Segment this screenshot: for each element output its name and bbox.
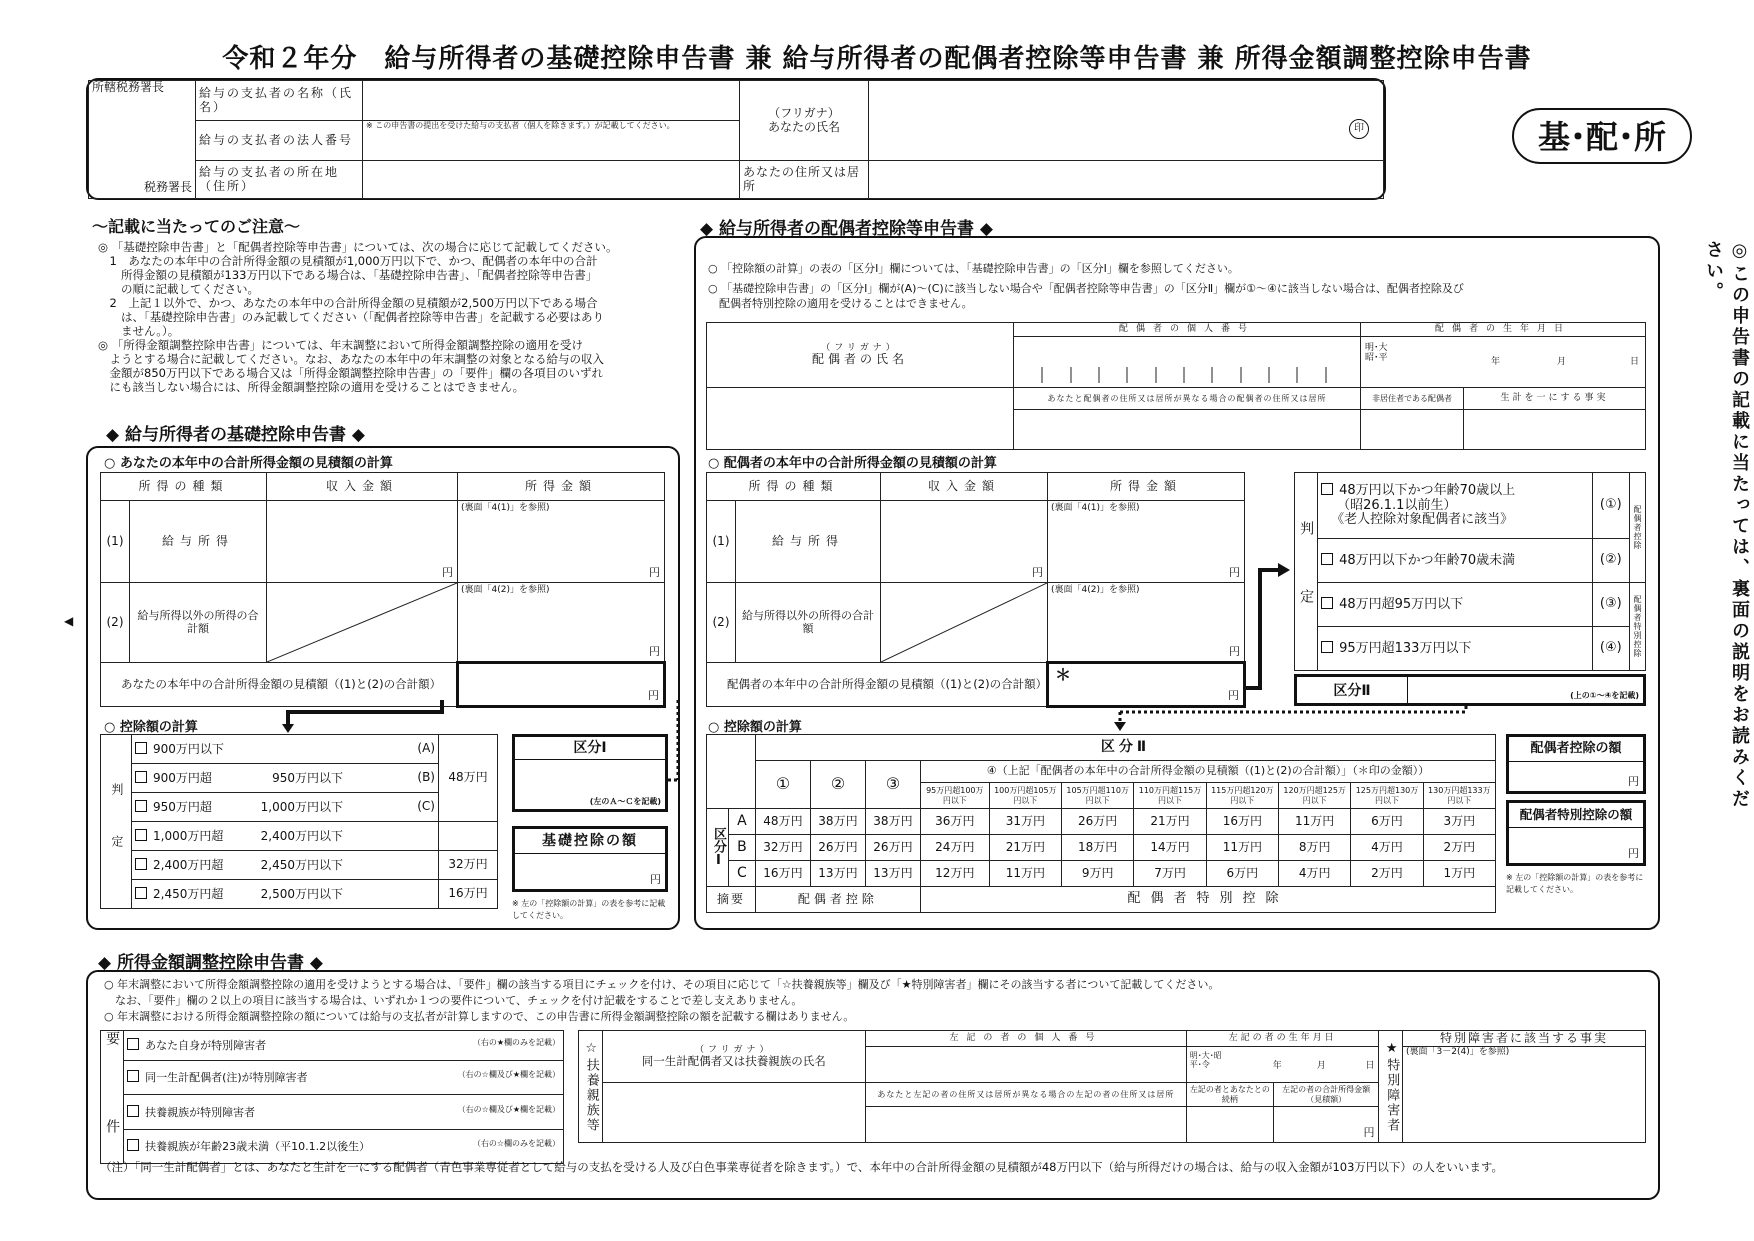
page-title: 令和２年分 給与所得者の基礎控除申告書 兼 給与所得者の配偶者控除等申告書 兼 所得金額調整控除申告書: [222, 44, 1532, 74]
spouse-row2-income: [881, 583, 1048, 663]
judge-row[interactable]: 950万円超 1,000万円以下 (C): [132, 793, 439, 822]
dependent-birth-label: 左記の者の生年月日: [1186, 1031, 1379, 1047]
judge-item-4[interactable]: 95万円超133万円以下: [1318, 627, 1593, 671]
yen-label: 円: [1628, 847, 1639, 860]
total-amount[interactable]: [458, 663, 665, 707]
basic-heading: ◆ 給与所得者の基礎控除申告書 ◆: [106, 425, 365, 445]
grid-cell: 3万円: [1423, 809, 1495, 835]
judge-row[interactable]: 2,450万円超 2,500万円以下: [132, 880, 439, 909]
tax-office-head: 所轄税務署長: [92, 80, 165, 94]
day-label: 日: [1365, 1061, 1375, 1071]
dependent-table: [578, 1030, 1646, 1143]
year-label: 年: [1272, 1061, 1282, 1071]
range-head: 100万円超105万円以下: [989, 783, 1061, 809]
yen-label: 円: [1628, 775, 1639, 788]
col4-head: ④（上記「配偶者の本年中の合計所得金額の見積額（(1)と(2)の合計額）」（＊印の金額））: [920, 761, 1495, 783]
row2-income: [267, 583, 458, 663]
grid-cell: 21万円: [989, 835, 1061, 861]
yen-label: 円: [1228, 689, 1239, 703]
dependent-name-label: 同一生計配偶者又は扶養親族の氏名: [641, 1054, 826, 1069]
note-line: ◎ 「所得金額調整控除申告書」については、年末調整において所得金額調整控除の適用を受け: [98, 338, 583, 352]
spouse-row1-income[interactable]: [881, 501, 1048, 583]
summary-label: 摘要: [707, 887, 756, 913]
judge-no: (④): [1592, 627, 1629, 671]
grid-cell: 14万円: [1134, 835, 1206, 861]
range-head: 110万円超115万円以下: [1134, 783, 1206, 809]
row2-label: 給与所得以外の所得の合計額: [130, 583, 267, 663]
spouse-birth-field[interactable]: [1361, 337, 1646, 388]
grid-cell: 4万円: [1279, 861, 1351, 887]
col-income: 収入金額: [881, 473, 1048, 501]
judge-row[interactable]: 900万円超 950万円以下 (B): [132, 764, 439, 793]
row-key: A: [728, 809, 755, 835]
judge-item-2[interactable]: 48万円以下かつ年齢70歳未満: [1318, 539, 1593, 583]
spouse-judge-table: [1294, 472, 1646, 671]
spouse-special-box[interactable]: [1506, 800, 1646, 866]
yen-label: 円: [1229, 566, 1240, 580]
spouse-note3: 配偶者特別控除の適用を受けることはできません。: [708, 297, 973, 310]
arrow-right-icon: [1244, 560, 1294, 700]
adjust-furigana: （フリガナ）: [694, 1044, 773, 1055]
kubun2-box[interactable]: [1294, 674, 1646, 706]
req-row[interactable]: 同一生計配偶者(注)が特別障害者 （右の☆欄及び★欄を記載）: [124, 1060, 564, 1094]
col-head: ②: [810, 761, 865, 809]
req-row[interactable]: 扶養親族が年齢23歳未満（平10.1.2以後生） （右の☆欄のみを記載）: [124, 1129, 564, 1163]
grid-cell: 32万円: [755, 835, 810, 861]
nonresident-label: 非居住者である配偶者: [1361, 387, 1464, 409]
adjust-heading: ◆ 所得金額調整控除申告書 ◆: [98, 953, 323, 973]
judge-item-3[interactable]: 48万円超95万円以下: [1318, 583, 1593, 627]
grid-cell: 38万円: [810, 809, 865, 835]
note-line: 2 上記１以外で、かつ、あなたの本年中の合計所得金額の見積額が2,500万円以下である場合: [98, 296, 598, 310]
col-type: 所得の種類: [101, 473, 267, 501]
nonresident-field[interactable]: [1361, 409, 1464, 449]
spouse-birth-label: 配偶者の生年月日: [1361, 323, 1646, 337]
spouse-calc-heading: ○ 配偶者の本年中の合計所得金額の見積額の計算: [708, 456, 997, 471]
spouse-address-field[interactable]: [1014, 409, 1361, 449]
table-row: [707, 835, 1496, 861]
judge-no: (②): [1592, 539, 1629, 583]
note-line: 金額が850万円以下である場合又は「所得金額調整控除申告書」の「要件」欄の各項目のいずれ: [98, 366, 603, 380]
yen-label: 円: [648, 689, 659, 703]
row1-label: 給与所得: [130, 501, 267, 583]
spouse-name-label: 配偶者の氏名: [811, 352, 908, 367]
payer-address-field[interactable]: [363, 161, 740, 199]
yen-label: 円: [442, 566, 453, 580]
spouse-name-field[interactable]: [707, 387, 1014, 449]
payer-number-label: 給与の支払者の法人番号: [196, 121, 363, 161]
col-income: 収入金額: [267, 473, 458, 501]
furigana-label: （フリガナ）: [768, 105, 840, 120]
tokubetsu-label: ★特別障害者: [1379, 1031, 1403, 1143]
grid-cell: 6万円: [1351, 809, 1423, 835]
dependent-mynumber-label: 左記の者の個人番号: [865, 1031, 1186, 1047]
judge-no: (①): [1592, 473, 1629, 539]
grid-cell: 11万円: [1206, 835, 1278, 861]
req-row[interactable]: 扶養親族が特別障害者 （右の☆欄及び★欄を記載）: [124, 1095, 564, 1129]
checkbox[interactable]: [1321, 597, 1333, 609]
row2-label: 給与所得以外の所得の合計額: [736, 583, 881, 663]
ref-note: (裏面「4(2)」を参照): [461, 585, 550, 595]
grid-cell: 12万円: [920, 861, 989, 887]
month-label: 月: [1557, 357, 1567, 367]
yen-label: 円: [1032, 566, 1043, 580]
grid-cell: 38万円: [865, 809, 920, 835]
livelihood-label: 生計を一にする事実: [1464, 387, 1646, 409]
checkbox[interactable]: [135, 771, 147, 783]
notes-block: [98, 240, 688, 394]
your-address-label: あなたの住所又は居所: [740, 161, 869, 199]
grid-cell: 21万円: [1134, 809, 1206, 835]
your-address-field[interactable]: [869, 161, 1384, 199]
basic-calc-table: [100, 472, 666, 708]
dependent-inc-label: 左記の者の合計所得金額（見積額）: [1273, 1083, 1379, 1107]
checkbox[interactable]: [135, 742, 147, 754]
arrow-down-icon: [280, 700, 450, 734]
amount-48: 48万円: [439, 735, 498, 822]
digit-separators: [1014, 337, 1354, 383]
spouse-row1-amount[interactable]: [1048, 501, 1245, 583]
total-label: あなたの本年中の合計所得金額の見積額（(1)と(2)の合計額）: [101, 663, 458, 707]
basic-amount-box[interactable]: [512, 826, 668, 892]
ref-note: (裏面「4(1)」を参照): [461, 503, 550, 513]
range-head: 115万円超120万円以下: [1206, 783, 1278, 809]
star-mark: ＊: [1055, 665, 1072, 684]
left-marker-icon: ◀: [64, 614, 74, 628]
note-line: 所得金額の見積額が133万円以下である場合は、「基礎控除申告書」、「配偶者控除等申告書」: [98, 268, 598, 282]
kubun1-note: (左のＡ～Ｃを記載): [589, 797, 661, 806]
spouse-total-label: 配偶者の本年中の合計所得金額の見積額（(1)と(2)の合計額）: [707, 663, 1048, 707]
judge-label: 判 定: [101, 735, 132, 909]
req-row[interactable]: あなた自身が特別障害者 （右の★欄のみを記載）: [124, 1031, 564, 1061]
table-row: [707, 809, 1496, 835]
grid-cell: 11万円: [989, 861, 1061, 887]
header-table: [88, 80, 1384, 199]
grid-cell: 13万円: [810, 861, 865, 887]
spouse-deduct-table: [706, 734, 1496, 913]
checkbox[interactable]: [127, 1139, 139, 1151]
dependent-addr-field[interactable]: [865, 1107, 1186, 1143]
checkbox[interactable]: [135, 887, 147, 899]
yen-label: 円: [1229, 645, 1240, 659]
range-head: 95万円超100万円以下: [920, 783, 989, 809]
grid-cell: 2万円: [1351, 861, 1423, 887]
basic-deduct-table: [100, 734, 498, 909]
spouse-deduct-heading: ○ 控除額の計算: [708, 720, 802, 735]
month-label: 月: [1316, 1061, 1326, 1071]
judge-label: 判 定: [1295, 473, 1318, 671]
checkbox[interactable]: [135, 829, 147, 841]
basic-note: ※ 左の「控除額の計算」の表を参考に記載してください。: [512, 899, 666, 920]
tokubetsu-fact-label: 特別障害者に該当する事実: [1403, 1031, 1646, 1047]
requirement-table: [100, 1030, 564, 1164]
adjust-note1: ○ 年末調整において所得金額調整控除の適用を受けようとする場合は、「要件」欄の該当する項目にチェックを付け、その項目に応じて「☆扶養親族等」欄及び「★特別障害者」欄にその該当する者について記載してください。: [104, 978, 1220, 991]
checkbox[interactable]: [127, 1070, 139, 1082]
livelihood-field[interactable]: [1464, 409, 1646, 449]
grid-cell: 6万円: [1206, 861, 1278, 887]
row2-no: (2): [101, 583, 130, 663]
tokubetsu-ref: (裏面「3－2(4)」を参照): [1406, 1047, 1510, 1057]
note-line: ません。）。: [98, 324, 180, 338]
spouse-row2-amount[interactable]: [1048, 583, 1245, 663]
kubun2-top: 区分Ⅱ: [755, 735, 1495, 761]
row1-no: (1): [101, 501, 130, 583]
spouse-special-label: 配偶者特別控除の額: [1509, 803, 1643, 828]
payer-address-label: 給与の支払者の所在地（住所）: [196, 161, 363, 199]
yoken-label: 要 件: [101, 1031, 124, 1164]
payer-number-field[interactable]: [363, 121, 740, 161]
spouse-mynumber-label: 配偶者の個人番号: [1014, 323, 1361, 337]
kubun1-vertical: 区分Ⅰ: [707, 809, 729, 887]
basic-calc-heading: ○ あなたの本年中の合計所得金額の見積額の計算: [104, 456, 393, 471]
note-line: ◎ 「基礎控除申告書」と「配偶者控除等申告書」については、次の場合に応じて記載してください。: [98, 240, 618, 254]
diagonal-line: [881, 583, 1047, 662]
side-label-1: 配偶者控除: [1629, 473, 1645, 583]
spouse-deduct-label: 配偶者控除の額: [1509, 737, 1643, 762]
checkbox[interactable]: [1321, 641, 1333, 653]
dependent-rel-field[interactable]: [1186, 1107, 1273, 1143]
grid-cell: 18万円: [1062, 835, 1134, 861]
grid-cell: 31万円: [989, 809, 1061, 835]
grid-cell: 26万円: [865, 835, 920, 861]
payer-name-field[interactable]: [363, 81, 740, 121]
grid-cell: 48万円: [755, 809, 810, 835]
grid-cell: 24万円: [920, 835, 989, 861]
grid-cell: 36万円: [920, 809, 989, 835]
note-line: 1 あなたの本年中の合計所得金額の見積額が1,000万円以下で、かつ、配偶者の本年中の合計: [98, 254, 598, 268]
spouse-note1: ○ 「控除額の計算」の表の「区分Ⅰ」欄については、「基礎控除申告書」の「区分Ⅰ」欄を参照してください。: [708, 262, 1239, 275]
note-line: ようとする場合に記載してください。なお、あなたの本年中の年末調整の対象となる給与の収入: [98, 352, 604, 366]
spouse-heading: ◆ 給与所得者の配偶者控除等申告書 ◆: [700, 219, 993, 239]
checkbox[interactable]: [135, 800, 147, 812]
col-amount: 所得金額: [1048, 473, 1245, 501]
row2-no: (2): [707, 583, 736, 663]
day-label: 日: [1629, 357, 1639, 367]
grid-cell: 16万円: [755, 861, 810, 887]
range-head: 130万円超133万円以下: [1423, 783, 1495, 809]
row1-label: 給与所得: [736, 501, 881, 583]
kubun2-note: (上の①～④を記載): [1570, 691, 1639, 700]
spouse-note2: ○ 「基礎控除申告書」の「区分Ⅰ」欄が(A)～(C)に該当しない場合や「配偶者控除等申告書」の「区分Ⅱ」欄が①～④に該当しない場合は、配偶者控除及び: [708, 282, 1464, 295]
payer-name-label: 給与の支払者の名称（氏名）: [196, 81, 363, 121]
basic-deduct-heading: ○ 控除額の計算: [104, 720, 198, 735]
judge-row[interactable]: 1,000万円超 2,400万円以下: [132, 822, 439, 851]
range-head: 105万円超110万円以下: [1062, 783, 1134, 809]
grid-cell: 11万円: [1279, 809, 1351, 835]
checkbox[interactable]: [135, 858, 147, 870]
checkbox[interactable]: [127, 1105, 139, 1117]
ref-note: (裏面「4(1)」を参照): [1051, 503, 1140, 513]
adjust-footnote: （注）「同一生計配偶者」とは、あなたと生計を一にする配偶者（青色事業専従者として給与の支払を受ける人及び白色事業専従者を除きます。）で、本年中の合計所得金額の見積額が48万円以下（給与所得だけの場合は、給与の収入金額が103万円以下）の人をいいます。: [100, 1160, 1503, 1174]
amount-16: 16万円: [439, 880, 498, 909]
dependent-addr-label: あなたと左記の者の住所又は居所が異なる場合の左記の者の住所又は居所: [865, 1083, 1186, 1107]
grid-cell: 16万円: [1206, 809, 1278, 835]
judge-row[interactable]: 2,400万円超 2,450万円以下: [132, 851, 439, 880]
your-name-field[interactable]: [869, 81, 1384, 161]
spouse-address-label: あなたと配偶者の住所又は居所が異なる場合の配偶者の住所又は居所: [1014, 387, 1361, 409]
adjust-note2: なお、「要件」欄の２以上の項目に該当する場合は、いずれか１つの要件について、チェックを付け記載をすることで差し支えありません。: [104, 994, 803, 1007]
ref-note: (裏面「4(2)」を参照): [1051, 585, 1140, 595]
judge-row[interactable]: 900万円以下 (A): [132, 735, 439, 764]
year-label: 年: [1491, 357, 1501, 367]
col-amount: 所得金額: [458, 473, 665, 501]
your-name-label: あなたの氏名: [767, 119, 840, 134]
row1-amount[interactable]: [458, 501, 665, 583]
dependent-mynumber-field[interactable]: [865, 1047, 1186, 1083]
row2-amount[interactable]: [458, 583, 665, 663]
dotted-arrow-icon: [1110, 704, 1470, 734]
grid-cell: 7万円: [1134, 861, 1206, 887]
checkbox[interactable]: [1321, 553, 1333, 565]
payer-number-note: ※ この申告書の提出を受けた給与の支払者（個人を除きます。）が記載してください。: [366, 121, 675, 130]
era-label: 明･大･昭 平･令: [1189, 1051, 1222, 1070]
amount-32: 32万円: [439, 851, 498, 880]
row-key: B: [728, 835, 755, 861]
spouse-calc-table: [706, 472, 1246, 708]
note-line: の順に記載してください。: [98, 282, 259, 296]
row-key: C: [728, 861, 755, 887]
table-row: [707, 861, 1496, 887]
grid-cell: 1万円: [1423, 861, 1495, 887]
tax-office-tail: 税務署長: [143, 180, 192, 195]
grid-cell: 8万円: [1279, 835, 1351, 861]
side-instruction: ◎この申告書の記載に当たっては、裏面の説明をお読みください。: [1703, 240, 1750, 810]
kubun2-label: 区分Ⅱ: [1297, 677, 1408, 705]
yen-label: 円: [1363, 1126, 1375, 1140]
kubun1-box[interactable]: [512, 734, 668, 812]
era-label: 明･大 昭･平: [1365, 343, 1388, 364]
row1-income[interactable]: [267, 501, 458, 583]
fuyo-label: ☆扶養親族等: [579, 1031, 603, 1143]
yen-label: 円: [650, 873, 661, 886]
spouse-deduct-box[interactable]: [1506, 734, 1646, 794]
kubun1-label: 区分Ⅰ: [515, 737, 665, 760]
grid-cell: 26万円: [1062, 809, 1134, 835]
judge-no: (③): [1592, 583, 1629, 627]
adjust-note3: ○ 年末調整における所得金額調整控除の額については給与の支払者が計算しますので、この申告書に所得金額調整控除の額を記載する欄はありません。: [104, 1010, 855, 1023]
basic-amount-label: 基礎控除の額: [515, 829, 665, 854]
spouse-info-table: [706, 322, 1646, 450]
checkbox[interactable]: [127, 1038, 139, 1050]
seal-icon: 印: [1349, 119, 1369, 139]
spouse-furigana: （フリガナ）: [821, 342, 899, 353]
checkbox[interactable]: [1321, 483, 1333, 495]
grid-cell: 9万円: [1062, 861, 1134, 887]
dependent-name-field[interactable]: [602, 1083, 865, 1143]
grid-cell: 26万円: [810, 835, 865, 861]
grid-cell: 2万円: [1423, 835, 1495, 861]
summary-spouse: 配偶者控除: [755, 887, 920, 913]
form-stamp: 基･配･所: [1512, 108, 1692, 164]
range-head: 120万円超125万円以下: [1279, 783, 1351, 809]
range-head: 125万円超130万円以下: [1351, 783, 1423, 809]
spouse-total-amount[interactable]: [1048, 663, 1245, 707]
col-type: 所得の種類: [707, 473, 881, 501]
tokubetsu-fact-field[interactable]: [1403, 1047, 1646, 1143]
note-line: にも該当しない場合には、所得金額調整控除の適用を受けることはできません。: [98, 380, 525, 394]
row1-no: (1): [707, 501, 736, 583]
dependent-inc-field[interactable]: [1273, 1107, 1379, 1143]
corner-cell: [707, 735, 756, 809]
notes-heading: ～記載に当たってのご注意～: [92, 217, 301, 236]
spouse-right-note: ※ 左の「控除額の計算」の表を参考に記載してください。: [1506, 873, 1644, 894]
diagonal-line: [267, 583, 457, 662]
dependent-rel-label: 左記の者とあなたとの続柄: [1186, 1083, 1273, 1107]
note-line: は、「基礎控除申告書」のみ記載してください（「配偶者控除等申告書」を記載する必要はあり: [98, 310, 604, 324]
amount-empty: [439, 822, 498, 851]
col-head: ③: [865, 761, 920, 809]
yen-label: 円: [649, 645, 660, 659]
grid-cell: 13万円: [865, 861, 920, 887]
spouse-mynumber-field[interactable]: [1014, 337, 1361, 388]
side-label-2: 配偶者特別控除: [1629, 583, 1645, 671]
summary-special: 配偶者特別控除: [920, 887, 1495, 913]
grid-cell: 4万円: [1351, 835, 1423, 861]
dependent-birth-field[interactable]: [1186, 1047, 1379, 1083]
col-head: ①: [755, 761, 810, 809]
yen-label: 円: [649, 566, 660, 580]
judge-item-1[interactable]: 48万円以下かつ年齢70歳以上 （昭26.1.1以前生） 《老人控除対象配偶者に該当》: [1318, 473, 1593, 539]
